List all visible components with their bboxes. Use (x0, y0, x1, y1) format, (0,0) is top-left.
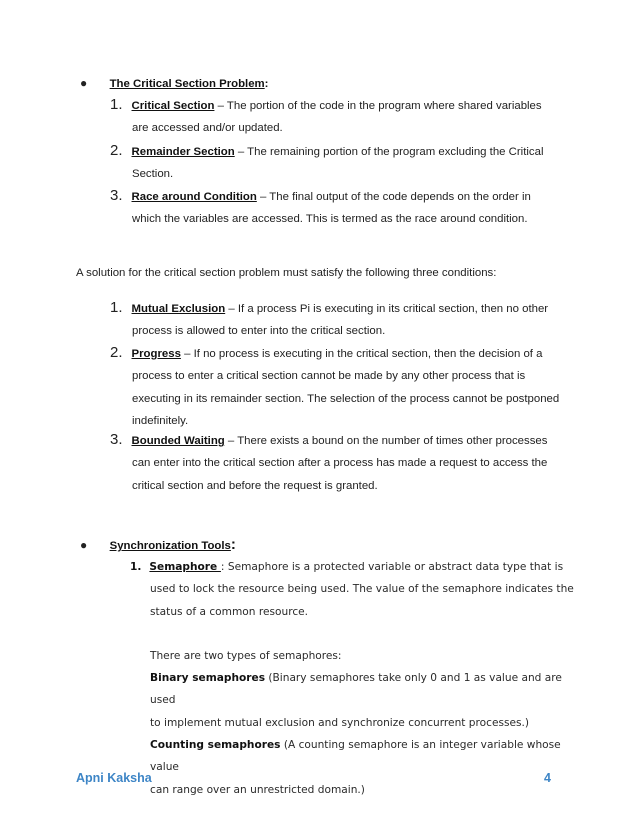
term-desc: – The portion of the code in the program where shared variables (214, 100, 542, 112)
section1-item-2 (110, 140, 580, 186)
term: Critical Section (131, 100, 215, 112)
term: Semaphore (149, 561, 221, 573)
term-desc-cont: Section. (132, 168, 174, 181)
list-number: 1. (110, 299, 123, 316)
types-intro: There are two types of semaphores: (150, 649, 342, 662)
condition-2 (110, 342, 580, 433)
solution-intro: A solution for the critical section problem must satisfy the following three conditions: (76, 267, 497, 279)
bullet-icon: ● (80, 76, 88, 90)
binary-term: Binary semaphores (150, 672, 266, 685)
section2-heading: Synchronization Tools (109, 540, 231, 552)
condition-1 (110, 297, 580, 343)
term: Progress (131, 348, 181, 360)
list-number: 1. (130, 561, 142, 573)
bullet-icon: ● (80, 538, 88, 552)
term-desc: – The final output of the code depends on the order in (256, 191, 531, 203)
binary-desc-cont: to implement mutual exclusion and synchronize concurrent processes.) (150, 716, 530, 729)
term-desc-cont: are accessed and/or updated. (132, 122, 283, 135)
counting-desc-cont: can range over an unrestricted domain.) (150, 783, 365, 796)
term-desc-cont: process to enter a critical section cannot be made by any other process that is (132, 370, 526, 383)
list-number: 1. (110, 96, 123, 113)
condition-3 (110, 429, 580, 497)
section2-heading-row (80, 534, 236, 557)
term-desc: – If a process Pi is executing in its critical section, then no other (225, 303, 549, 315)
section1-item-1 (110, 94, 580, 140)
section1-heading: The Critical Section Problem (109, 78, 265, 90)
list-number: 3. (110, 431, 123, 448)
term: Mutual Exclusion (131, 303, 226, 315)
section1-item-3 (110, 185, 580, 231)
binary-desc: (Binary semaphores take only 0 and 1 as value and are used (150, 672, 562, 707)
section1-heading-row (80, 72, 268, 95)
term-desc: – If no process is executing in the critical section, then the decision of a (180, 348, 543, 360)
term: Bounded Waiting (131, 435, 225, 447)
term-desc-cont: used to lock the resource being used. The value of the semaphore indicates the (150, 583, 574, 596)
term-desc: : Semaphore is a protected variable or abstract data type that is (220, 561, 564, 573)
list-number: 2. (110, 344, 123, 361)
term-desc-cont: process is allowed to enter into the critical section. (132, 325, 386, 338)
term-desc-cont: status of a common resource. (150, 605, 309, 618)
term-desc: – The remaining portion of the program excluding the Critical (234, 146, 544, 158)
term-desc-cont: which the variables are accessed. This is termed as the race around condition. (132, 213, 528, 226)
page-number: 4 (544, 771, 551, 785)
semaphore-item (130, 556, 580, 801)
term-desc: – There exists a bound on the number of times other processes (224, 435, 548, 447)
list-number: 3. (110, 187, 123, 204)
counting-desc: (A counting semaphore is an integer variable whose value (150, 739, 561, 774)
footer-brand: Apni Kaksha (76, 771, 152, 785)
term-desc-cont: can enter into the critical section after a process has made a request to access the (132, 457, 548, 470)
term: Race around Condition (131, 191, 257, 203)
counting-term: Counting semaphores (150, 739, 281, 752)
section1-heading-suffix: : (264, 78, 269, 90)
term: Remainder Section (131, 146, 235, 158)
term-desc-cont: executing in its remainder section. The selection of the process cannot be postponed (132, 392, 560, 405)
term-desc-cont: critical section and before the request is granted. (132, 479, 378, 492)
section2-heading-suffix: : (230, 536, 236, 553)
list-number: 2. (110, 142, 123, 159)
term-desc-cont: indefinitely. (132, 415, 189, 428)
